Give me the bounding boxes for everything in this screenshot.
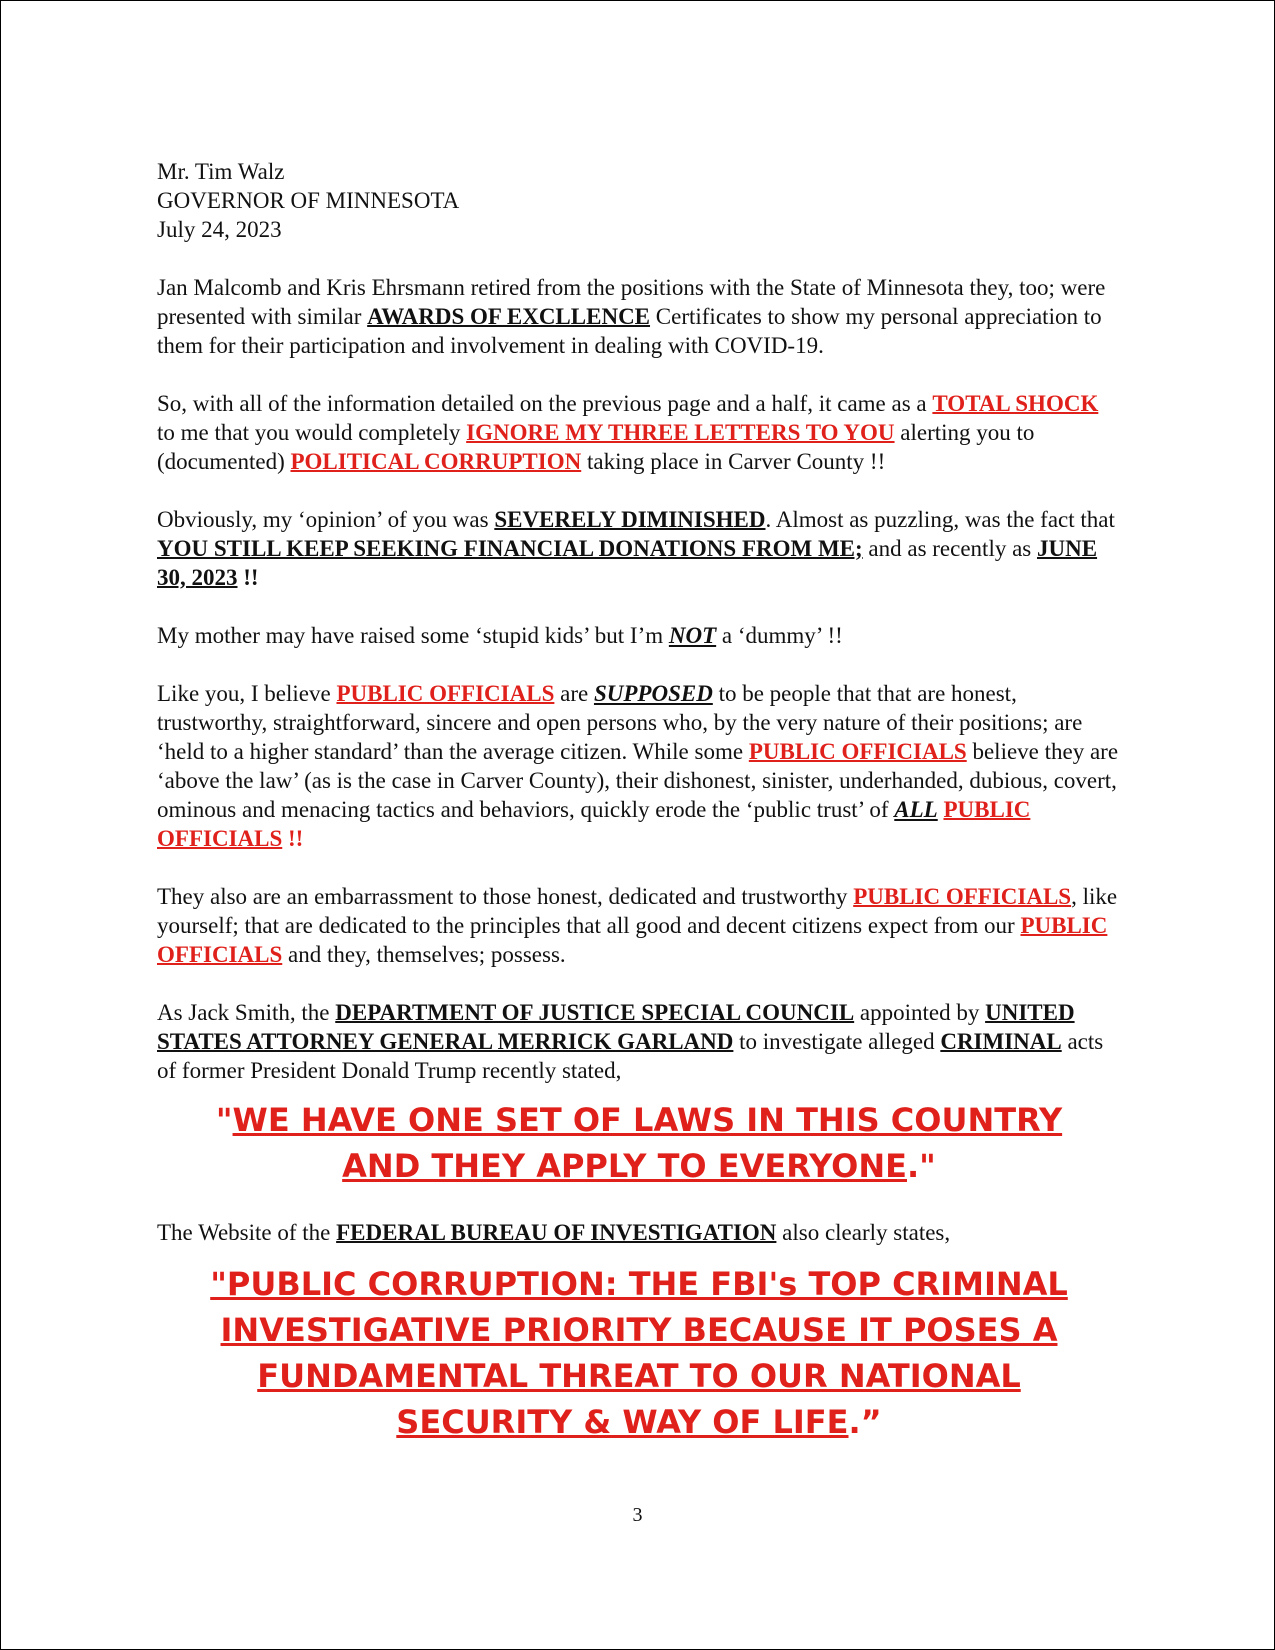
- p4-text-a: My mother may have raised some ‘stupid kids’ but I’m: [157, 623, 669, 648]
- p7-text-g: acts of former President Donald Trump recently stated,: [157, 1029, 1104, 1083]
- paragraph-7: [157, 998, 1121, 1085]
- p5-supposed-emphasis: SUPPOSED: [593, 681, 713, 706]
- p2-political-corruption-highlight: POLITICAL CORRUPTION: [290, 449, 582, 474]
- p3-donations-highlight: YOU STILL KEEP SEEKING FINANCIAL DONATIONS FROM ME;: [157, 536, 863, 561]
- p6-text-e: and they, themselves; possess.: [282, 942, 566, 967]
- paragraph-3: [157, 505, 1121, 592]
- p5-public-officials-highlight-2: PUBLIC OFFICIALS: [748, 739, 967, 764]
- paragraph-8: [157, 1218, 1121, 1247]
- p7-doj-highlight: DEPARTMENT OF JUSTICE SPECIAL COUNCIL: [335, 1000, 855, 1025]
- quote2-text: "PUBLIC CORRUPTION: THE FBI's TOP CRIMINAL INVESTIGATIVE PRIORITY BECAUSE IT POSES A FUNDAMENTAL THREAT TO OUR NATIONAL SECURITY & WAY OF LIFE: [210, 1265, 1068, 1441]
- p4-text-c: a ‘dummy’ !!: [716, 623, 843, 648]
- page-number: 3: [632, 1504, 643, 1526]
- p7-text-a: As Jack Smith, the: [157, 1000, 336, 1025]
- p6-text-a: They also are an embarrassment to those honest, dedicated and trustworthy: [157, 884, 854, 909]
- p3-text-e: and as recently as: [862, 536, 1037, 561]
- p3-text-g: !!: [237, 565, 259, 590]
- letter-date: July 24, 2023: [157, 217, 282, 242]
- p8-text-c: also clearly states,: [776, 1220, 951, 1245]
- letter-header: [157, 157, 1121, 244]
- p3-text-a: Obviously, my ‘opinion’ of you was: [157, 507, 495, 532]
- letter-body: [157, 157, 1121, 1474]
- quote1-close: .": [907, 1147, 936, 1185]
- paragraph-5: [157, 679, 1121, 853]
- quote-fbi-priority: [157, 1261, 1121, 1445]
- p5-text-c: are: [554, 681, 594, 706]
- p4-not-emphasis: NOT: [668, 623, 717, 648]
- p5-text-a: Like you, I believe: [157, 681, 337, 706]
- recipient-name: Mr. Tim Walz: [157, 159, 285, 184]
- quote2-close: .”: [848, 1403, 882, 1441]
- p1-text-a: Jan Malcomb and Kris Ehrsmann retired from the positions with the State of Minnesota they, too; were presented with similar: [157, 275, 1106, 329]
- paragraph-2: [157, 389, 1121, 476]
- p3-severely-diminished-highlight: SEVERELY DIMINISHED: [494, 507, 766, 532]
- quote1-open: ": [215, 1101, 233, 1139]
- recipient-title: GOVERNOR OF MINNESOTA: [157, 188, 460, 213]
- p5-public-officials-highlight-3: PUBLIC OFFICIALS: [157, 797, 1031, 851]
- p2-ignore-letters-highlight: IGNORE MY THREE LETTERS TO YOU: [466, 420, 895, 445]
- p1-text-c: Certificates to show my personal appreciation to them for their participation and involvement in dealing with COVID-19.: [157, 304, 1102, 358]
- p2-total-shock-highlight: TOTAL SHOCK: [932, 391, 1099, 416]
- p6-text-c: , like yourself; that are dedicated to the principles that all good and decent citizens expect from our: [157, 884, 1118, 938]
- quote-one-set-of-laws: [157, 1097, 1121, 1189]
- p7-criminal-highlight: CRIMINAL: [940, 1029, 1062, 1054]
- p2-text-c: to me that you would completely: [157, 420, 467, 445]
- p7-attorney-general-highlight: UNITED STATES ATTORNEY GENERAL MERRICK GARLAND: [157, 1000, 1075, 1054]
- p2-text-e: alerting you to (documented): [157, 420, 1035, 474]
- p5-public-officials-highlight-1: PUBLIC OFFICIALS: [336, 681, 555, 706]
- p2-text-a: So, with all of the information detailed on the previous page and a half, it came as a: [157, 391, 933, 416]
- p5-all-emphasis: ALL: [894, 797, 938, 822]
- p8-fbi-highlight: FEDERAL BUREAU OF INVESTIGATION: [336, 1220, 777, 1245]
- p7-text-e: to investigate alleged: [733, 1029, 941, 1054]
- p7-text-c: appointed by: [854, 1000, 986, 1025]
- p1-awards-highlight: AWARDS OF EXCLLENCE: [367, 304, 651, 329]
- p2-text-g: taking place in Carver County !!: [581, 449, 886, 474]
- paragraph-1: [157, 273, 1121, 360]
- paragraph-4: [157, 621, 1121, 650]
- p3-date-highlight: JUNE 30, 2023: [157, 536, 1098, 590]
- p6-public-officials-highlight-1: PUBLIC OFFICIALS: [853, 884, 1072, 909]
- p6-public-officials-highlight-2: PUBLIC OFFICIALS: [157, 913, 1108, 967]
- p8-text-a: The Website of the: [157, 1220, 337, 1245]
- p5-text-g: believe they are ‘above the law’ (as is the case in Carver County), their dishonest, sinister, underhanded, dubious, covert, ominous and menacing tactics and behaviors, quickly erode the ‘public trust’ of: [157, 739, 1119, 822]
- quote1-text: WE HAVE ONE SET OF LAWS IN THIS COUNTRY AND THEY APPLY TO EVERYONE: [232, 1101, 1063, 1185]
- p3-text-c: . Almost as puzzling, was the fact that: [765, 507, 1115, 532]
- paragraph-6: [157, 882, 1121, 969]
- p5-text-e: to be people that that are honest, trustworthy, straightforward, sincere and open persons who, by the very nature of their positions; are ‘held to a higher standard’ than the average citizen. While some: [157, 681, 1083, 764]
- p5-text-k: !!: [282, 826, 304, 851]
